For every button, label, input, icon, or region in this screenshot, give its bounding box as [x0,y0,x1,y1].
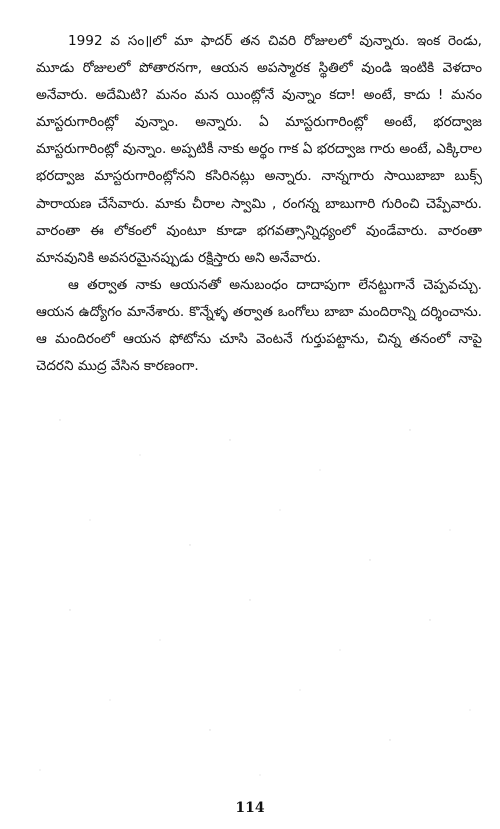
paragraph: 1992 వ సం॥లో మా ఫాదర్ తన చివరి రోజులలో వున్నారు. ఇంక రెండు, మూడు రోజులలో పోతారనగా, ఆయన అపస్మారక స్థితిలో వుండి ఇంటికి వెళదాం అనేవారు. అదేమిటి? మనం మన యింట్లోనే వున్నాం కదా! అంటే, కాదు ! మనం మాస్టరుగారింట్లో వున్నాం. అన్నారు. ఏ మాస్టరుగారింట్లో అంటే, భరద్వాజ మాస్టరుగారింట్లో వున్నాం. అప్పటికీ నాకు అర్థం గాక ఏ భరద్వాజ గారు అంటే, ఎక్కిరాల భరద్వాజ మాస్టరుగారింట్లోనని కసిరినట్లు అన్నారు. నాన్నగారు సాయిబాబా బుక్స్ పారాయణ చేసేవారు. మాకు చీరాల స్వామి , రంగన్న బాబుగారి గురించి చెప్పేవారు. వారంతా ఈ లోకంలో వుంటూ కూడా భగవత్సాన్నిధ్యంలో వుండేవారు. వారంతా మానవునికి అవసరమైనప్పుడు రక్షిస్తారు అని అనేవారు. [36,33,482,266]
paragraph: ఆ తర్వాత నాకు ఆయనతో అనుబంధం దాదాపుగా లేనట్టుగానే చెప్పవచ్చు. ఆయన ఉద్యోగం మానేశారు. కొన్నేళ్ళ తర్వాత ఒంగోలు బాబా మందిరాన్ని దర్శించాను. ఆ మందిరంలో ఆయన ఫోటోను చూసి వెంటనే గుర్తుపట్టాను, చిన్న తనంలో నాపై చెదరని ముద్ర వేసిన కారణంగా. [36,276,482,375]
body-text [36,28,482,380]
page-number: 114 [235,800,265,816]
